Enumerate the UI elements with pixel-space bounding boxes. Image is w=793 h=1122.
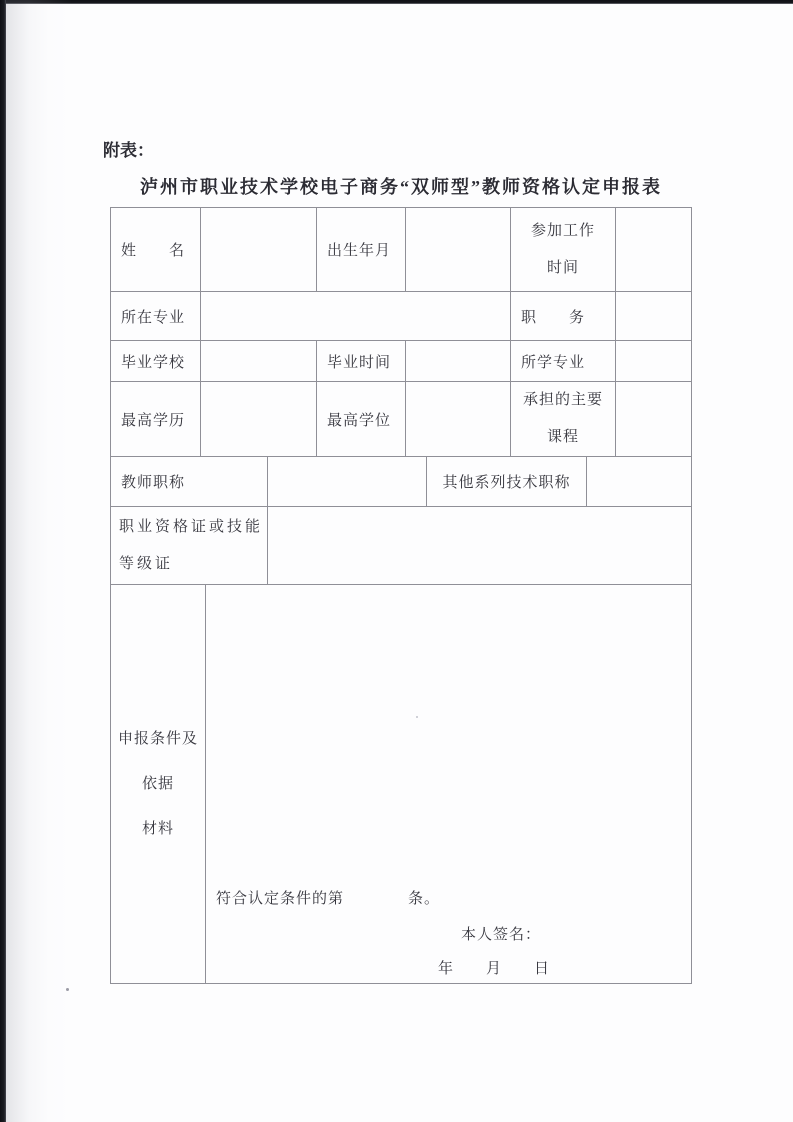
application-basis-label-line3: 材料 [141, 821, 174, 837]
graduation-school-value-cell [200, 340, 316, 381]
name-label-cell [110, 207, 200, 291]
main-courses-value-cell [615, 381, 692, 456]
application-form-table [110, 207, 692, 984]
teacher-title-label-cell [110, 456, 267, 506]
other-series-title-label-cell [426, 456, 586, 506]
highest-education-label-cell [110, 381, 200, 456]
duty-label-cell [510, 291, 615, 340]
signature-label: 本人签名： [461, 927, 542, 943]
main-courses-label-cell [510, 381, 615, 456]
highest-degree-label-cell [316, 381, 405, 456]
highest-degree-label: 最高学位 [327, 412, 392, 429]
other-series-title-value-cell [586, 456, 692, 506]
vocational-cert-label-cell [110, 506, 267, 584]
scan-speck [66, 988, 69, 991]
form-title: 泸州市职业技术学校电子商务“双师型”教师资格认定申报表 [140, 177, 662, 197]
main-courses-label-line1: 承担的主要 [522, 392, 603, 408]
application-basis-label-line2: 依据 [141, 776, 174, 792]
date-line: 年 月 日 [438, 961, 551, 977]
name-value-cell [200, 207, 316, 291]
main-courses-label-line2: 课程 [546, 429, 579, 445]
current-major-label: 所在专业 [121, 309, 186, 326]
graduation-date-value-cell [405, 340, 510, 381]
other-series-title-label: 其他系列技术职称 [442, 475, 571, 491]
work-start-label-line2: 时间 [546, 259, 579, 276]
name-label: 姓 名 [121, 243, 186, 259]
attachment-note: 附表： [103, 141, 154, 160]
graduation-school-label-cell [110, 340, 200, 381]
graduation-school-label: 毕业学校 [121, 354, 186, 371]
birth-date-value-cell [405, 207, 510, 291]
vocational-cert-value-cell [267, 506, 692, 584]
vocational-cert-label-line2: 等级证 [119, 555, 174, 572]
birth-date-label: 出生年月 [327, 243, 392, 259]
scan-edge-top [0, 0, 793, 4]
application-basis-content-cell [205, 584, 692, 984]
application-basis-label-cell [110, 584, 205, 984]
highest-degree-value-cell [405, 381, 510, 456]
studied-major-label-cell [510, 340, 615, 381]
teacher-title-label: 教师职称 [121, 475, 186, 491]
studied-major-value-cell [615, 340, 692, 381]
current-major-label-cell [110, 291, 200, 340]
scan-shadow-gradient [6, 0, 72, 1122]
work-start-label-line1: 参加工作 [530, 222, 595, 239]
highest-education-label: 最高学历 [121, 412, 186, 429]
application-basis-label-line1: 申报条件及 [117, 731, 198, 747]
conditions-statement: 符合认定条件的第 条。 [216, 891, 441, 907]
vocational-cert-label-line1: 职业资格证或技能 [119, 518, 264, 535]
graduation-date-label-cell [316, 340, 405, 381]
current-major-value-cell [200, 291, 510, 340]
highest-education-value-cell [200, 381, 316, 456]
teacher-title-value-cell [267, 456, 426, 506]
studied-major-label: 所学专业 [521, 354, 586, 371]
graduation-date-label: 毕业时间 [327, 354, 392, 371]
birth-date-label-cell [316, 207, 405, 291]
work-start-value-cell [615, 207, 692, 291]
duty-label: 职 务 [521, 309, 586, 326]
duty-value-cell [615, 291, 692, 340]
work-start-label-cell [510, 207, 615, 291]
